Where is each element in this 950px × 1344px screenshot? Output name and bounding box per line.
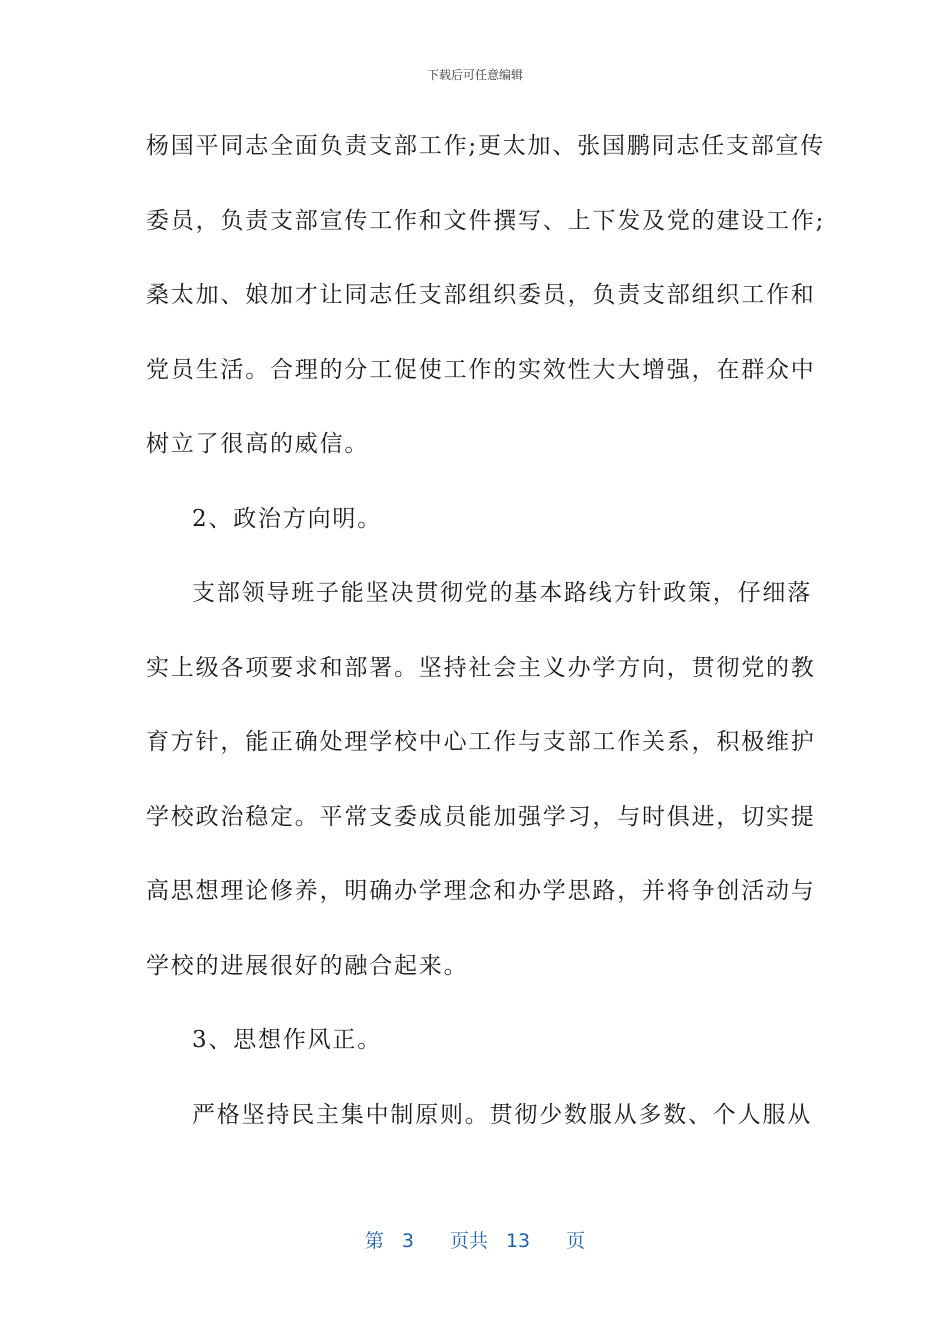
- section-heading: 2、政治方向明。: [192, 506, 383, 532]
- paragraph-first-line: 支部领导班子能坚决贯彻党的基本路线方针政策，仔细落: [192, 580, 812, 606]
- paragraph-first-line: 严格坚持民主集中制原则。贯彻少数服从多数、个人服从: [192, 1102, 812, 1128]
- footer-total-pages: 13: [505, 1230, 531, 1252]
- body-line: 杨国平同志全面负责支部工作;更太加、张国鹏同志任支部宣传: [146, 133, 826, 159]
- body-line: 学校政治稳定。平常支委成员能加强学习，与时俱进，切实提: [146, 804, 816, 830]
- footer-prefix: 第: [364, 1230, 384, 1252]
- body-line: 育方针，能正确处理学校中心工作与支部工作关系，积极维护: [146, 729, 816, 755]
- section-heading: 3、思想作风正。: [192, 1027, 383, 1053]
- body-line: 学校的进展很好的融合起来。: [146, 953, 469, 979]
- body-line: 实上级各项要求和部署。坚持社会主义办学方向，贯彻党的教: [146, 655, 816, 681]
- body-line: 高思想理论修养，明确办学理念和办学思路，并将争创活动与: [146, 878, 816, 904]
- body-line: 委员，负责支部宣传工作和文件撰写、上下发及党的建设工作;: [146, 208, 826, 234]
- footer-suffix: 页: [566, 1230, 586, 1252]
- footer-middle: 页共: [449, 1230, 488, 1252]
- page-footer: [0, 1226, 950, 1253]
- body-line: 桑太加、娘加才让同志任支部组织委员，负责支部组织工作和: [146, 282, 816, 308]
- footer-page-number: 3: [401, 1230, 414, 1252]
- body-line: 树立了很高的威信。: [146, 431, 370, 457]
- page-header-note: 下载后可任意编辑: [426, 68, 523, 82]
- body-line: 党员生活。合理的分工促使工作的实效性大大增强，在群众中: [146, 357, 816, 383]
